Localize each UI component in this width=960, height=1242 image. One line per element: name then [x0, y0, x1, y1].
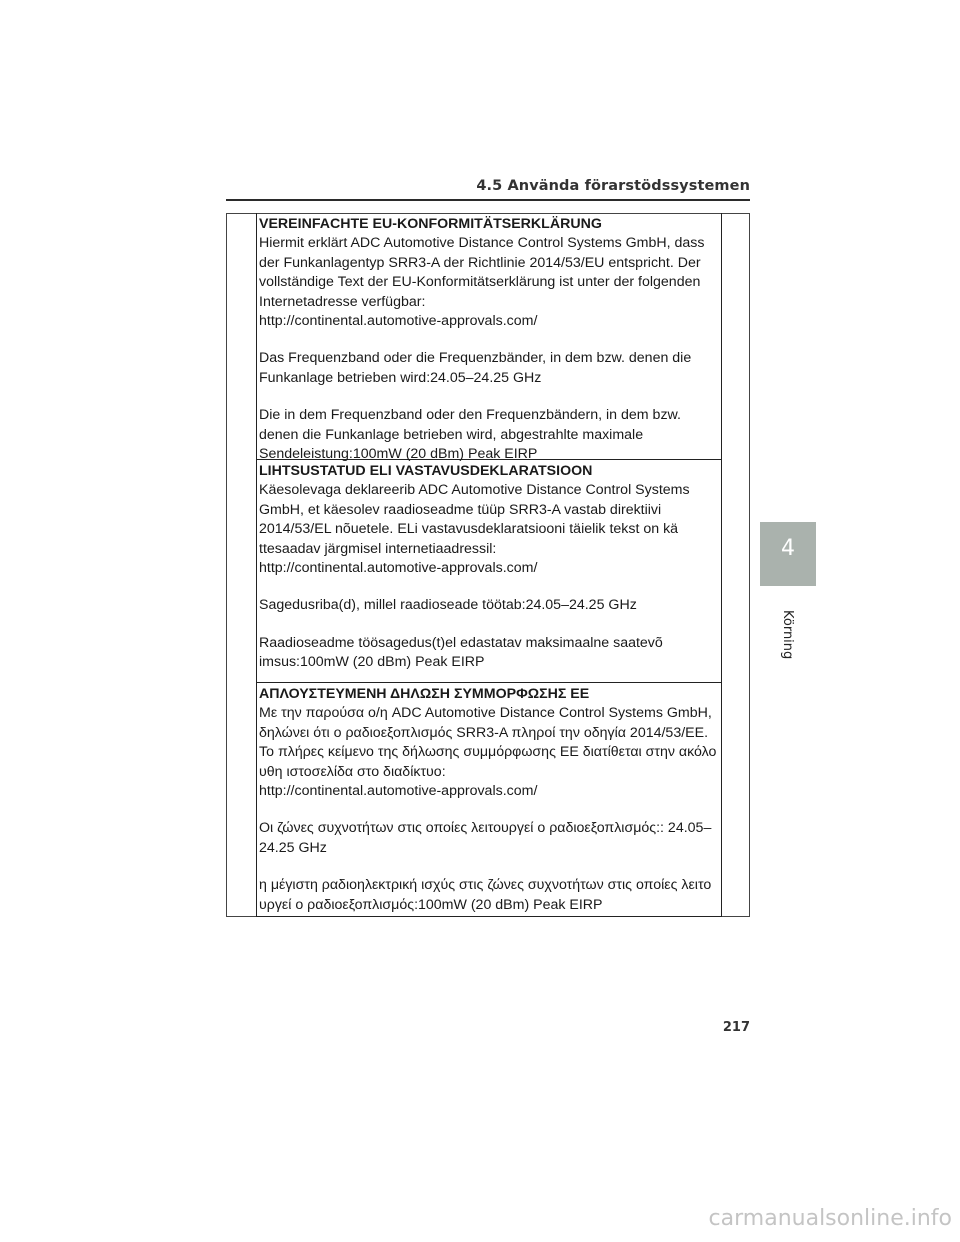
declaration-title: LIHTSUSTATUD ELI VASTAVUSDEKLARATSIOON: [259, 463, 593, 479]
frequency-text: Οι ζώνες συχνοτήτων στις οποίες λειτουργεί ο ραδιοεξοπλισμός:: 24.05– 24.25 GHz: [259, 820, 712, 856]
power-text: η μέγιστη ραδιοηλεκτρική ισχύς στις ζώνες συχνοτήτων στις οποίες λειτο υργεί ο ραδιοεξοπλισμός:100mW (20 dBm) Peak EIRP: [259, 877, 712, 913]
declaration-et: [256, 460, 722, 683]
chapter-number: 4: [781, 536, 795, 561]
declaration-table: [256, 213, 722, 917]
power-text: Die in dem Frequenzband oder den Frequenzbändern, in dem bzw. denen die Funkanlage betrieben wird, abgestrahlte maximale Sendeleistung:100mW (20 dBm) Peak EIRP: [259, 407, 681, 463]
section-header: 4.5 Använda förarstödssystemen: [476, 178, 750, 194]
declaration-text: Käesolevaga deklareerib ADC Automotive Distance Control Systems GmbH, et käesolev raadioseadme tüüp SRR3-A vastab direktiivi 2014/53/EL nõuetele. ELi vastavusdeklaratsiooni täielik tekst on kä ttesaadav järgmisel internetiaadressil: http://continental.automotive-approvals.com/: [259, 482, 690, 577]
frequency-text: Sagedusriba(d), millel raadioseade töötab:24.05–24.25 GHz: [259, 597, 637, 614]
header-rule: [226, 199, 750, 201]
declaration-text: Hiermit erklärt ADC Automotive Distance Control Systems GmbH, dass der Funkanlagentyp SRR3-A der Richtlinie 2014/53/EU entspricht. Der vollständige Text der EU-Konformitätserklärung ist unter der folgenden Internetadresse verfügbar: http://continental.automotive-approvals.com/: [259, 235, 705, 330]
declaration-text: Με την παρούσα ο/η ADC Automotive Distance Control Systems GmbH, δηλώνει ότι ο ραδιοεξοπλισμός SRR3-A πληροί την οδηγία 2014/53/ΕΕ. Το πλήρες κείμενο της δήλωσης συμμόρφωσης ΕΕ διατίθεται στην ακόλο υθη ιστοσελίδα στο διαδίκτυο: http://continental.automotive-approvals.com/: [259, 705, 717, 800]
chapter-label: Körning: [780, 610, 795, 660]
page-number: 217: [722, 1020, 750, 1035]
declaration-el: [256, 683, 722, 917]
frequency-text: Das Frequenzband oder die Frequenzbänder, in dem bzw. denen die Funkanlage betrieben wird:24.05–24.25 GHz: [259, 350, 692, 386]
declaration-de: [256, 213, 722, 463]
declaration-title: ΑΠΛΟΥΣΤΕΥΜΕΝΗ ΔΗΛΩΣΗ ΣΥΜΜΟΡΦΩΣΗΣ ΕΕ: [259, 686, 590, 702]
watermark: carmanualsonline.info: [708, 1206, 952, 1231]
power-text: Raadioseadme töösagedus(t)el edastatav maksimaalne saatevõ imsus:100mW (20 dBm) Peak EIRP: [259, 634, 663, 671]
declaration-title: VEREINFACHTE EU-KONFORMITÄTSERKLÄRUNG: [259, 216, 602, 232]
